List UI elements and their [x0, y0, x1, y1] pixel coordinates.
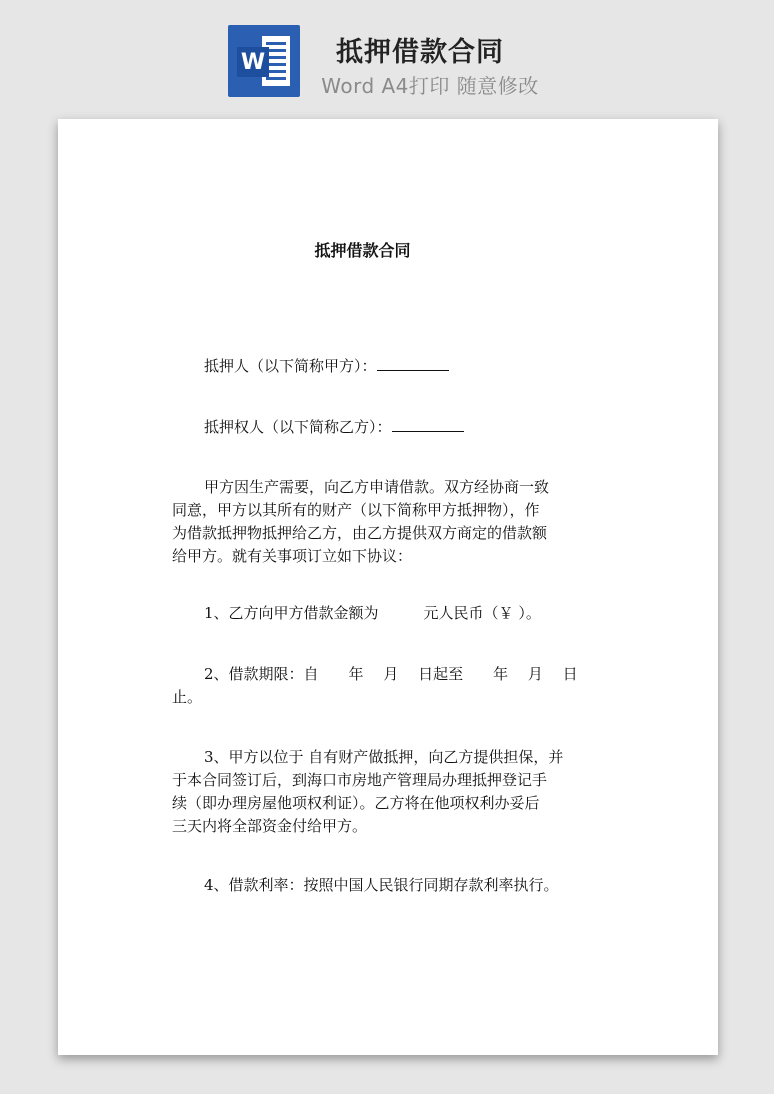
- party-a-label: 抵押人（以下简称甲方）：: [204, 357, 377, 375]
- document-title: 抵押借款合同: [314, 241, 411, 260]
- document-page: [58, 119, 718, 1055]
- header-subtitle: Word A4打印 随意修改: [321, 74, 539, 98]
- clause-3-line: 于本合同签订后，到海口市房地产管理局办理抵押登记手: [172, 771, 548, 789]
- clause-3-line: 三天内将全部资金付给甲方。: [172, 817, 368, 835]
- clause-3-line: 3、甲方以位于 自有财产做抵押，向乙方提供担保，并: [204, 748, 564, 766]
- clause-2-line: 止。: [172, 688, 203, 706]
- header: [0, 0, 774, 110]
- logo-letter: W: [237, 47, 269, 77]
- clause-2: [172, 663, 612, 709]
- party-a-blank: [377, 356, 449, 371]
- intro-line: 为借款抵押物抵押给乙方，由乙方提供双方商定的借款额: [172, 524, 548, 542]
- party-b-line: [172, 416, 644, 439]
- party-b-label: 抵押权人（以下简称乙方）：: [204, 418, 392, 436]
- intro-line: 同意，甲方以其所有的财产（以下简称甲方抵押物），作: [172, 501, 540, 519]
- clause-3-line: 续（即办理房屋他项权利证）。乙方将在他项权利办妥后: [172, 794, 540, 812]
- clause-1: 1、乙方向甲方借款金额为 元人民币（￥ ）。: [204, 604, 541, 622]
- party-a-line: [172, 355, 644, 378]
- clause-4: 4、借款利率：按照中国人民银行同期存款利率执行。: [204, 876, 559, 894]
- intro-paragraph: [172, 476, 612, 568]
- header-title: 抵押借款合同: [336, 37, 504, 68]
- clause-2-line: 2、借款期限：自 年 月 日起至 年 月 日: [204, 665, 578, 683]
- intro-line: 给甲方。就有关事项订立如下协议：: [172, 547, 413, 565]
- word-icon: [228, 25, 300, 97]
- intro-line: 甲方因生产需要，向乙方申请借款。双方经协商一致: [204, 478, 550, 496]
- party-b-blank: [392, 417, 464, 432]
- clause-3: [172, 746, 612, 838]
